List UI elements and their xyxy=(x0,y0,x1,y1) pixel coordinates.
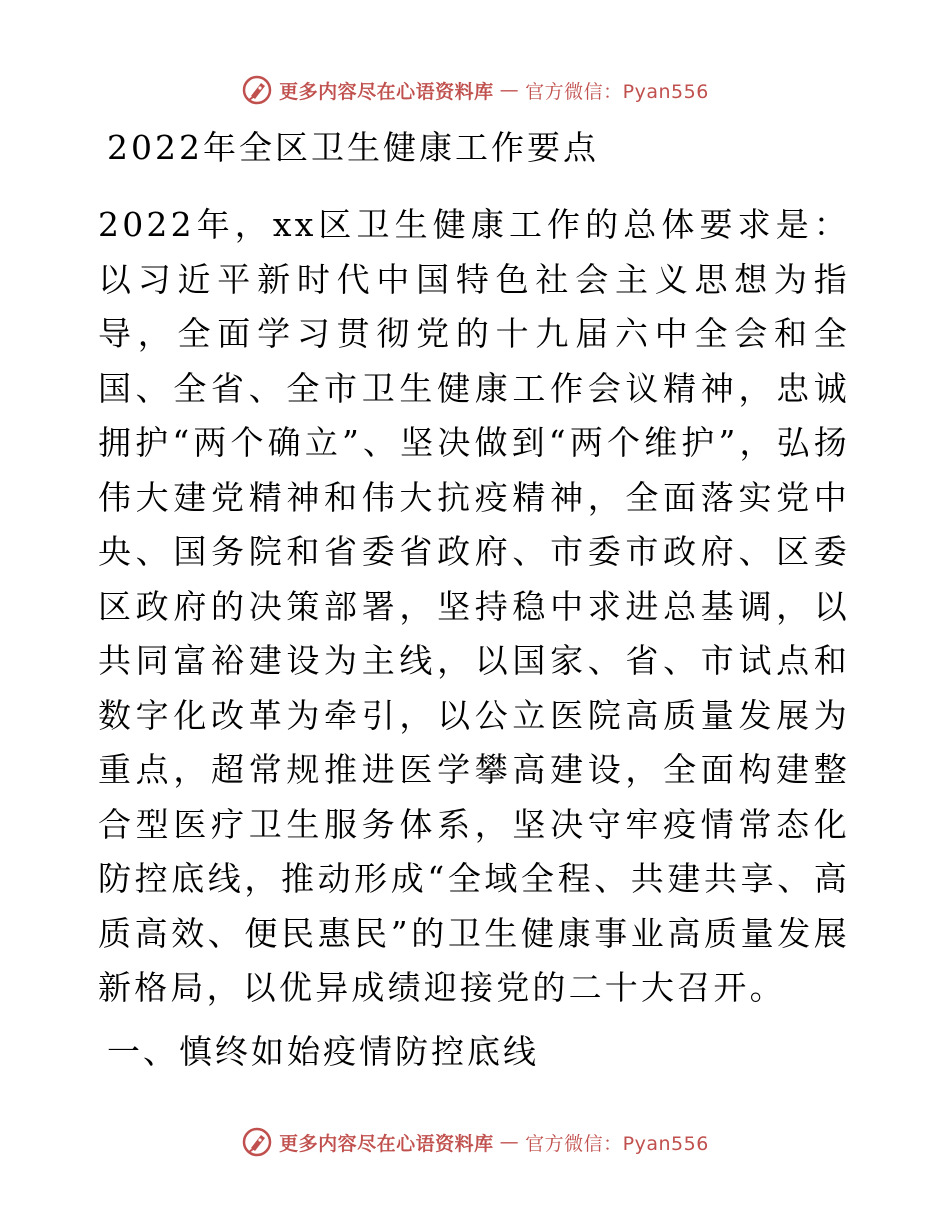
footer-watermark xyxy=(0,1126,950,1158)
pen-nib-logo-icon xyxy=(241,74,273,106)
watermark-main-text: 更多内容尽在心语资料库 xyxy=(279,1132,494,1155)
watermark-main-text: 更多内容尽在心语资料库 xyxy=(279,80,494,103)
section-heading: 一、慎终如始疫情防控底线 xyxy=(107,1032,539,1071)
watermark-wechat-text: 官方微信：Pyan556 xyxy=(525,1132,709,1155)
pen-nib-logo-icon xyxy=(241,1126,273,1158)
document-paragraph: 2022年，xx区卫生健康工作的总体要求是：以习近平新时代中国特色社会主义思想为指导，全面学习贯彻党的十九届六中全会和全国、全省、全市卫生健康工作会议精神，忠诚拥护“两个确立”、坚决做到“两个维护”，弘扬伟大建党精神和伟大抗疫精神，全面落实党中央、国务院和省委省政府、市委市政府、区委区政府的决策部署，坚持稳中求进总基调，以共同富裕建设为主线，以国家、省、市试点和数字化改革为牵引，以公立医院高质量发展为重点，超常规推进医学攀高建设，全面构建整合型医疗卫生服务体系，坚决守牢疫情常态化防控底线，推动形成“全域全程、共建共享、高质高效、便民惠民”的卫生健康事业高质量发展新格局，以优异成绩迎接党的二十大召开。 xyxy=(98,205,850,1007)
watermark-separator: — xyxy=(499,1131,520,1153)
watermark-wechat-text: 官方微信：Pyan556 xyxy=(525,80,709,103)
watermark-separator: — xyxy=(499,79,520,101)
header-watermark xyxy=(0,74,950,106)
document-title: 2022年全区卫生健康工作要点 xyxy=(107,128,599,167)
